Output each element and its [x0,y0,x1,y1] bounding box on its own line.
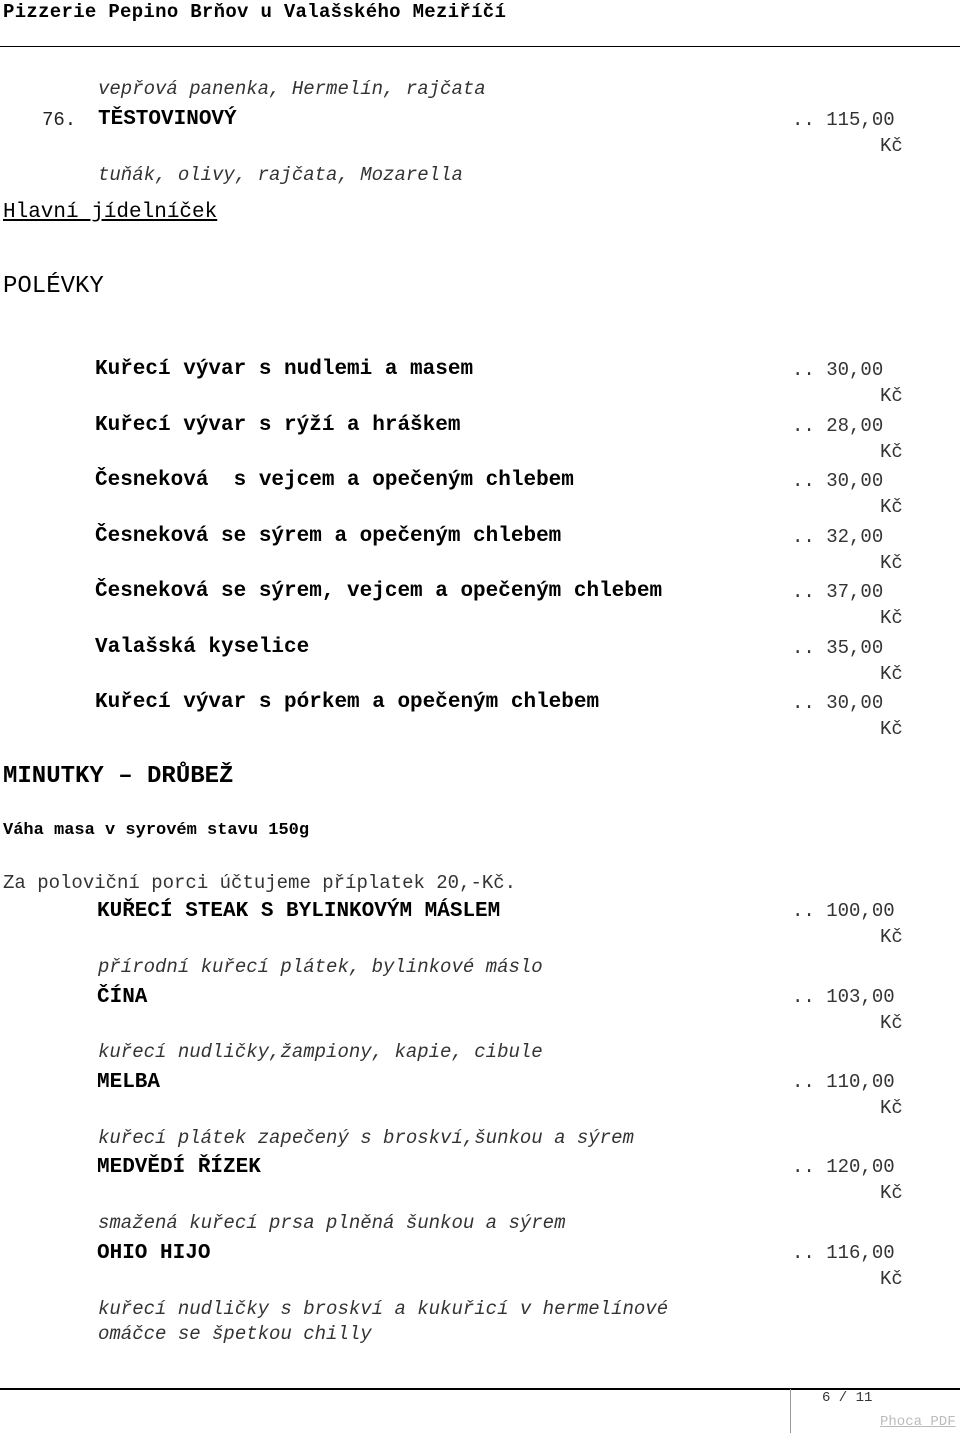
soup-item-currency: Kč [880,718,903,740]
soup-item-currency: Kč [880,552,903,574]
dish-name: KUŘECÍ STEAK S BYLINKOVÝM MÁSLEM [97,900,501,923]
dish-description: přírodní kuřecí plátek, bylinkové máslo [98,956,543,978]
soup-item-price: .. 28,00 [792,415,884,437]
dish-description-continued: omáčce se špetkou chilly [98,1323,372,1345]
minutky-title: MINUTKY – DRŮBEŽ [3,763,234,790]
dish-name: MELBA [97,1071,161,1094]
item-number: 76. [42,109,77,131]
soup-item-name: Valašská kyselice [95,636,310,659]
dish-currency: Kč [880,926,903,948]
soup-item-price: .. 35,00 [792,637,884,659]
half-portion-note: Za poloviční porci účtujeme příplatek 20,-Kč. [3,872,517,894]
page-header-title: Pizzerie Pepino Brňov u Valašského Meziříčí [3,1,507,23]
soup-item-currency: Kč [880,441,903,463]
dish-currency: Kč [880,1268,903,1290]
dish-name: OHIO HIJO [97,1242,211,1265]
dish-name: MEDVĚDÍ ŘÍZEK [97,1156,261,1179]
soup-item-price: .. 32,00 [792,526,884,548]
soup-item-currency: Kč [880,496,903,518]
soup-item-name: Česneková s vejcem a opečeným chlebem [95,469,574,492]
dish-description: smažená kuřecí prsa plněná šunkou a sýrem [98,1212,566,1234]
soup-item-currency: Kč [880,607,903,629]
soup-item-price: .. 30,00 [792,359,884,381]
main-menu-title[interactable]: Hlavní jídelníček [3,201,218,224]
item-price: .. 115,00 [792,109,895,131]
dish-price: .. 120,00 [792,1156,895,1178]
soup-item-name: Kuřecí vývar s nudlemi a masem [95,358,474,381]
dish-description: kuřecí nudličky,žampiony, kapie, cibule [98,1041,543,1063]
dish-description: kuřecí plátek zapečený s broskví,šunkou a sýrem [98,1127,634,1149]
soup-item-price: .. 37,00 [792,581,884,603]
dish-currency: Kč [880,1097,903,1119]
soup-item-price: .. 30,00 [792,470,884,492]
dish-price: .. 100,00 [792,900,895,922]
dish-name: ČÍNA [97,986,148,1009]
page-counter: 6 / 11 [822,1390,873,1406]
dish-currency: Kč [880,1012,903,1034]
weight-note: Váha masa v syrovém stavu 150g [3,821,310,840]
dish-description: kuřecí nudličky s broskví a kukuřicí v hermelínové [98,1298,669,1320]
soup-item-currency: Kč [880,663,903,685]
item-description: tuňák, olivy, rajčata, Mozarella [98,164,463,186]
soup-item-currency: Kč [880,385,903,407]
dish-currency: Kč [880,1182,903,1204]
soup-item-name: Kuřecí vývar s rýží a hráškem [95,414,461,437]
item-name: TĚSTOVINOVÝ [98,108,237,131]
dish-price: .. 110,00 [792,1071,895,1093]
soup-item-name: Česneková se sýrem a opečeným chlebem [95,525,562,548]
dish-price: .. 103,00 [792,986,895,1008]
soups-title: POLÉVKY [3,273,104,300]
page-header [0,0,960,47]
prev-item-description: vepřová panenka, Hermelín, rajčata [98,78,486,100]
pdf-brand-link[interactable]: Phoca PDF [880,1414,956,1430]
soup-item-name: Kuřecí vývar s pórkem a opečeným chlebem [95,691,600,714]
soup-item-price: .. 30,00 [792,692,884,714]
soup-item-name: Česneková se sýrem, vejcem a opečeným chlebem [95,580,663,603]
dish-price: .. 116,00 [792,1242,895,1264]
item-currency: Kč [880,135,903,157]
